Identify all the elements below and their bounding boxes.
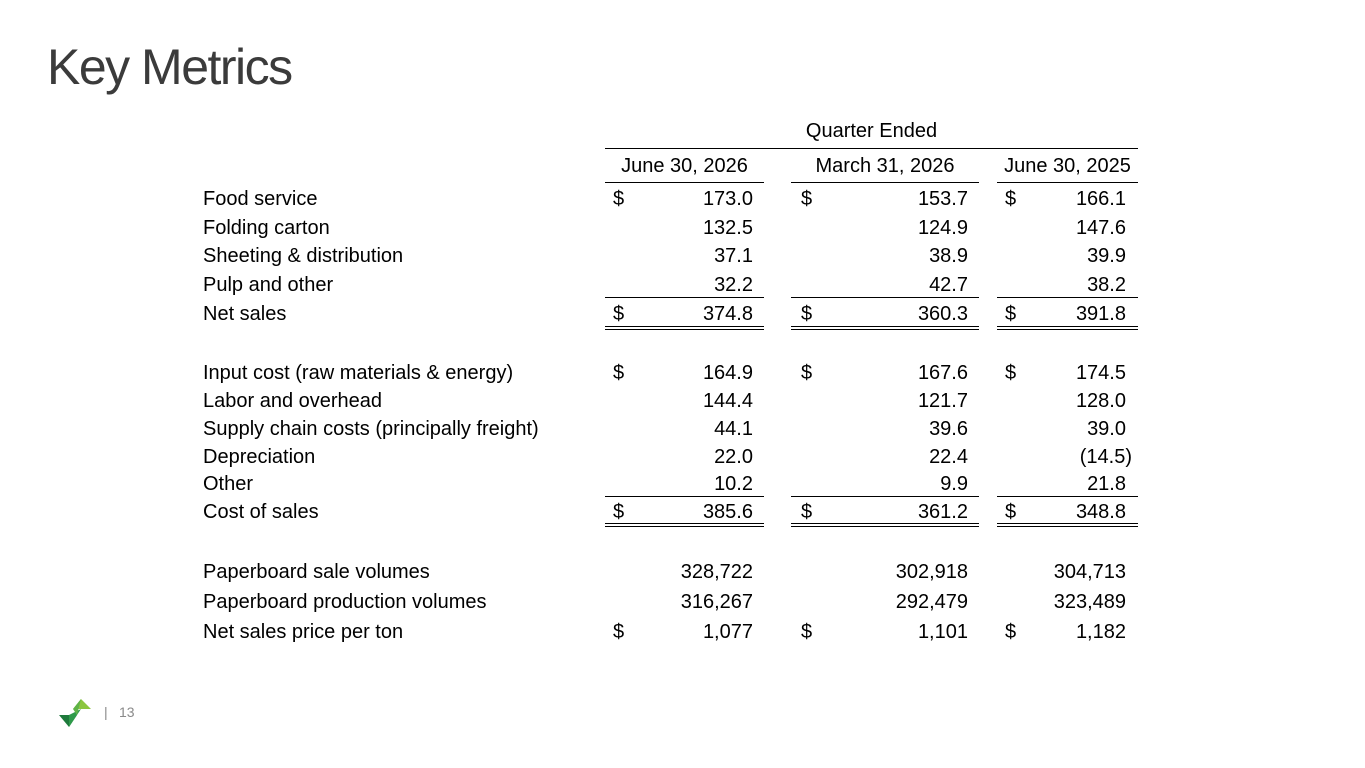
column-header: June 30, 2026 [621, 155, 748, 177]
currency-symbol: $ [801, 362, 813, 384]
cell-value: 38.9 [929, 245, 968, 267]
group-header: Quarter Ended [805, 120, 938, 142]
currency-symbol: $ [613, 303, 625, 325]
row-label: Labor and overhead [203, 390, 383, 412]
cell-value: 174.5 [1075, 362, 1126, 384]
currency-symbol: $ [801, 621, 813, 643]
cell-value: 361.2 [917, 501, 968, 523]
group-header-rule [605, 148, 1138, 149]
currency-symbol: $ [1005, 501, 1017, 523]
currency-symbol: $ [1005, 362, 1017, 384]
row-label: Other [203, 473, 254, 495]
row-label: Sheeting & distribution [203, 245, 404, 267]
row-label: Food service [203, 188, 318, 210]
currency-symbol: $ [1005, 303, 1017, 325]
cell-value: 42.7 [929, 274, 968, 296]
cell-value: 323,489 [1053, 591, 1126, 613]
column-header-rule [605, 182, 764, 183]
cell-value: 166.1 [1075, 188, 1126, 210]
cell-value: 21.8 [1087, 473, 1126, 495]
cell-value: 9.9 [940, 473, 968, 495]
cell-value: 39.6 [929, 418, 968, 440]
cell-value: 385.6 [702, 501, 753, 523]
cell-value: 302,918 [895, 561, 968, 583]
currency-symbol: $ [1005, 621, 1017, 643]
cell-value: 348.8 [1075, 501, 1126, 523]
cell-value: 32.2 [714, 274, 753, 296]
cell-value: 316,267 [680, 591, 753, 613]
currency-symbol: $ [801, 188, 813, 210]
cell-value: 1,077 [702, 621, 753, 643]
cell-value: 147.6 [1075, 217, 1126, 239]
column-header: March 31, 2026 [815, 155, 955, 177]
currency-symbol: $ [801, 303, 813, 325]
row-label: Paperboard sale volumes [203, 561, 430, 583]
cell-value: 292,479 [895, 591, 968, 613]
total-double-rule [791, 326, 979, 330]
row-label: Net sales [203, 303, 287, 325]
cell-value: 167.6 [917, 362, 968, 384]
row-label: Depreciation [203, 446, 316, 468]
cell-value: 121.7 [917, 390, 968, 412]
row-label: Input cost (raw materials & energy) [203, 362, 514, 384]
cell-value: 22.4 [929, 446, 968, 468]
cell-value: 128.0 [1075, 390, 1126, 412]
cell-value: 328,722 [680, 561, 753, 583]
subtotal-rule [997, 496, 1138, 497]
subtotal-rule [605, 496, 764, 497]
row-label: Pulp and other [203, 274, 334, 296]
currency-symbol: $ [801, 501, 813, 523]
subtotal-rule [791, 496, 979, 497]
cell-value: 10.2 [714, 473, 753, 495]
row-label: Net sales price per ton [203, 621, 404, 643]
cell-value: 1,182 [1075, 621, 1126, 643]
cell-value: 37.1 [714, 245, 753, 267]
company-logo-icon [55, 695, 95, 731]
total-double-rule [997, 326, 1138, 330]
currency-symbol: $ [1005, 188, 1017, 210]
total-double-rule [997, 523, 1138, 527]
page-title: Key Metrics [47, 39, 292, 95]
footer-separator: | [104, 704, 108, 720]
cell-value: 124.9 [917, 217, 968, 239]
total-double-rule [605, 523, 764, 527]
row-label: Supply chain costs (principally freight) [203, 418, 539, 440]
row-label: Paperboard production volumes [203, 591, 487, 613]
subtotal-rule [605, 297, 764, 298]
cell-value: 1,101 [917, 621, 968, 643]
column-header: June 30, 2025 [1004, 155, 1131, 177]
cell-value: 391.8 [1075, 303, 1126, 325]
cell-value: 44.1 [714, 418, 753, 440]
cell-value: 38.2 [1087, 274, 1126, 296]
cell-value: 39.0 [1087, 418, 1126, 440]
total-double-rule [791, 523, 979, 527]
cell-value: 374.8 [702, 303, 753, 325]
cell-value: 144.4 [702, 390, 753, 412]
currency-symbol: $ [613, 501, 625, 523]
cell-value: 153.7 [917, 188, 968, 210]
total-double-rule [605, 326, 764, 330]
row-label: Cost of sales [203, 501, 319, 523]
column-header-rule [997, 182, 1138, 183]
cell-value: 173.0 [702, 188, 753, 210]
row-label: Folding carton [203, 217, 330, 239]
cell-value: 22.0 [714, 446, 753, 468]
cell-value: (14.5) [1079, 446, 1132, 468]
cell-value: 360.3 [917, 303, 968, 325]
page-number: 13 [119, 704, 135, 720]
cell-value: 164.9 [702, 362, 753, 384]
subtotal-rule [997, 297, 1138, 298]
column-header-rule [791, 182, 979, 183]
currency-symbol: $ [613, 188, 625, 210]
subtotal-rule [791, 297, 979, 298]
currency-symbol: $ [613, 621, 625, 643]
currency-symbol: $ [613, 362, 625, 384]
cell-value: 304,713 [1053, 561, 1126, 583]
cell-value: 132.5 [702, 217, 753, 239]
cell-value: 39.9 [1087, 245, 1126, 267]
